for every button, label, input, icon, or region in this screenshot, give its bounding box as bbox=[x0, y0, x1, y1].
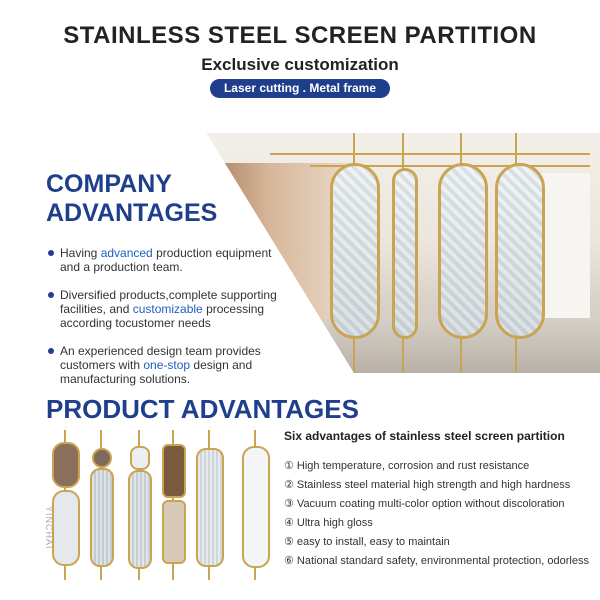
list-item: ⑤ easy to install, easy to maintain bbox=[284, 536, 450, 548]
screen-panel bbox=[438, 163, 488, 339]
product-thumbnails bbox=[44, 430, 279, 580]
bullet-highlight: advanced bbox=[100, 246, 153, 260]
list-item: ⑥ National standard safety, environmental protection, odorless bbox=[284, 555, 589, 567]
advantages-list bbox=[284, 457, 594, 571]
bullet-text: An experienced design team provides customers with bbox=[60, 344, 261, 372]
list-item: ③ Vacuum coating multi-color option without discoloration bbox=[284, 498, 565, 510]
screen-panel bbox=[330, 163, 380, 339]
bullet-text: Diversified products,complete supporting facilities, and bbox=[60, 288, 277, 316]
product-heading: PRODUCT ADVANTAGES bbox=[46, 394, 359, 424]
screen-panel bbox=[495, 163, 545, 339]
bullet-text: production equipment and a production team. bbox=[60, 246, 272, 274]
list-item bbox=[46, 246, 286, 274]
thumb-panel bbox=[128, 470, 152, 569]
company-bullet-list bbox=[46, 246, 286, 400]
thumb-panel bbox=[162, 500, 186, 564]
bullet-text: Having bbox=[60, 246, 101, 260]
bullet-dot-icon bbox=[48, 250, 54, 256]
list-item: ② Stainless steel material high strength and high hardness bbox=[284, 479, 571, 491]
company-heading-line2: ADVANTAGES bbox=[46, 199, 218, 227]
thumb-oval bbox=[130, 446, 150, 470]
thumb-panel bbox=[90, 468, 114, 567]
ceiling-trim bbox=[270, 153, 590, 155]
page-title: STAINLESS STEEL SCREEN PARTITION bbox=[63, 22, 537, 49]
page-subtitle: Exclusive customization bbox=[201, 55, 399, 74]
thumb-mirror bbox=[52, 442, 80, 488]
list-item bbox=[46, 344, 286, 386]
thumb-panel bbox=[162, 444, 186, 498]
brand-watermark: YINCHAI bbox=[44, 506, 54, 550]
thumb-panel bbox=[196, 448, 224, 567]
list-item: ① High temperature, corrosion and rust resistance bbox=[284, 460, 530, 472]
thumb-panel bbox=[242, 446, 270, 568]
bullet-text: design and manufacturing solutions. bbox=[60, 358, 253, 386]
advantages-title: Six advantages of stainless steel screen partition bbox=[284, 429, 565, 443]
list-item bbox=[46, 288, 286, 330]
bullet-dot-icon bbox=[48, 292, 54, 298]
thumb-disc bbox=[92, 448, 112, 468]
thumb-panel bbox=[52, 490, 80, 566]
bullet-highlight: customizable bbox=[132, 302, 203, 316]
company-heading-line1: COMPANY bbox=[46, 170, 172, 198]
screen-panel bbox=[392, 168, 418, 339]
list-item: ④ Ultra high gloss bbox=[284, 517, 373, 529]
bullet-text: processing according tocustomer needs bbox=[60, 302, 265, 330]
company-heading bbox=[46, 170, 217, 228]
bullet-highlight: one-stop bbox=[143, 358, 191, 372]
bullet-dot-icon bbox=[48, 348, 54, 354]
feature-pill: Laser cutting . Metal frame bbox=[210, 79, 390, 98]
